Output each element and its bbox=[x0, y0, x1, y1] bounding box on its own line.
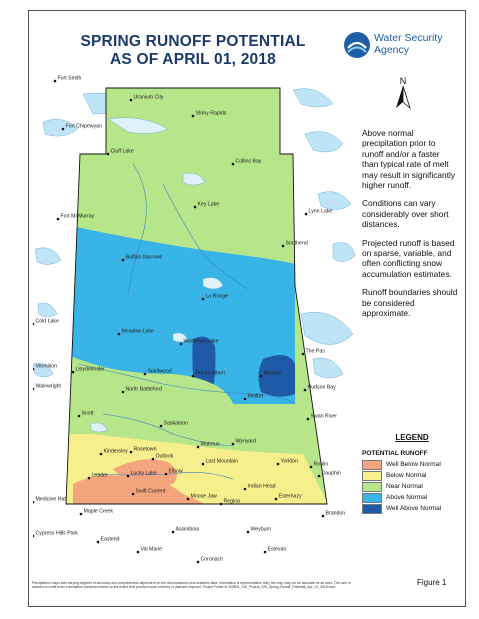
place-label: Fort Smith bbox=[57, 75, 82, 82]
place-marker bbox=[305, 213, 308, 216]
place-marker bbox=[160, 425, 163, 428]
note-2: Conditions can vary considerably over short distances. bbox=[362, 198, 449, 230]
place-label: Wynyard bbox=[235, 438, 256, 445]
place-label: Fort Chipewyan bbox=[65, 123, 102, 130]
place-label: Dauphin bbox=[321, 470, 341, 477]
place-marker bbox=[107, 153, 110, 156]
legend-swatch bbox=[362, 493, 382, 503]
place-label: Vermilion bbox=[35, 363, 57, 370]
place-marker bbox=[192, 115, 195, 118]
place-marker bbox=[122, 259, 125, 262]
legend-swatch bbox=[362, 504, 382, 514]
figure-label: Figure 1 bbox=[417, 578, 447, 587]
place-label: Assiniboia bbox=[175, 526, 200, 533]
place-label: Lloydminster bbox=[75, 366, 105, 373]
place-marker bbox=[152, 458, 155, 461]
place-label: Key Lake bbox=[197, 201, 220, 208]
place-label: Outlook bbox=[155, 453, 174, 460]
note-3: Projected runoff is based on sparse, variable, and often conflicting snow accumulation estimates. bbox=[362, 237, 455, 279]
place-marker bbox=[307, 418, 310, 421]
place-marker bbox=[322, 515, 325, 518]
title-line-2: AS OF APRIL 01, 2018 bbox=[110, 51, 276, 68]
place-label: Collins Bay bbox=[235, 158, 262, 165]
place-marker bbox=[172, 531, 175, 534]
place-marker bbox=[197, 446, 200, 449]
north-arrow bbox=[392, 76, 414, 110]
legend-swatch bbox=[362, 471, 382, 481]
place-label: Last Mountain bbox=[205, 458, 239, 465]
place-marker bbox=[88, 477, 91, 480]
place-marker bbox=[202, 463, 205, 466]
place-label: Watrous bbox=[200, 441, 220, 448]
place-label: Yorkton bbox=[280, 458, 298, 465]
place-marker bbox=[275, 498, 278, 501]
place-label: The Pas bbox=[305, 348, 325, 355]
place-marker bbox=[97, 541, 100, 544]
place-marker bbox=[72, 371, 75, 374]
place-label: Val Marie bbox=[140, 546, 163, 553]
place-label: Saskatoon bbox=[163, 420, 189, 427]
place-label: Meadow Lake bbox=[121, 328, 154, 335]
logo-line-2: Agency bbox=[374, 44, 410, 56]
legend-item-below bbox=[362, 471, 462, 480]
place-marker bbox=[62, 128, 65, 131]
legend-label: Well Above Normal bbox=[386, 505, 442, 512]
note-1: Above normal precipitation prior to runoff and/or a faster than typical rate of melt may result in significantly higher runoff. bbox=[362, 128, 456, 191]
place-marker bbox=[197, 561, 200, 564]
place-marker bbox=[130, 451, 133, 454]
place-marker bbox=[118, 333, 121, 336]
place-marker bbox=[130, 99, 133, 102]
place-label: Kindersley bbox=[103, 448, 128, 455]
map-title bbox=[56, 33, 330, 69]
legend-item-well-above bbox=[362, 504, 462, 513]
footnote: Precipitation maps with varying degrees of accuracy and completeness dependent on the circumstances and available data. Information is representative only; the map may not be accurate for all uses. The user is advised to confirm the information contained herein to the extent that precision and currency of data are required. Project Folder is 200804_GIS_Project_SSI_Spring_Runoff_Potential_Apr_01_2018.mxd bbox=[32, 581, 351, 590]
place-label: Hudson Bay bbox=[307, 384, 336, 391]
place-label: Stony Rapids bbox=[195, 110, 227, 117]
place-marker bbox=[220, 503, 223, 506]
place-label: Prince Albert bbox=[195, 370, 225, 377]
place-label: Wainwright bbox=[35, 383, 61, 390]
place-marker bbox=[187, 498, 190, 501]
place-marker bbox=[54, 80, 57, 83]
place-marker bbox=[180, 343, 183, 346]
note-4: Runoff boundaries should be considered approximate. bbox=[362, 287, 458, 319]
place-label: Regina bbox=[223, 498, 240, 505]
place-label: Brandon bbox=[325, 510, 346, 517]
legend-label: Above Normal bbox=[386, 494, 428, 501]
place-marker bbox=[127, 475, 130, 478]
place-marker bbox=[122, 391, 125, 394]
legend-item-above bbox=[362, 493, 462, 502]
place-label: Swan River bbox=[310, 413, 338, 420]
place-marker bbox=[282, 245, 285, 248]
logo-text bbox=[374, 32, 442, 56]
place-label: Medicine Hat bbox=[35, 496, 66, 503]
legend bbox=[362, 433, 462, 515]
place-label: Fort McMurray bbox=[60, 213, 95, 220]
legend-label: Near Normal bbox=[386, 483, 423, 490]
place-marker bbox=[310, 466, 313, 469]
place-label: North Battleford bbox=[125, 386, 162, 393]
notes-panel bbox=[362, 128, 458, 327]
place-marker bbox=[277, 463, 280, 466]
north-arrow-icon bbox=[392, 86, 414, 110]
legend-label: Well Below Normal bbox=[386, 461, 441, 468]
place-marker bbox=[194, 206, 197, 209]
place-marker bbox=[202, 298, 205, 301]
legend-label: Below Normal bbox=[386, 472, 427, 479]
runoff-map bbox=[33, 74, 359, 578]
place-label: Weyburn bbox=[250, 526, 272, 533]
place-marker bbox=[232, 163, 235, 166]
place-marker bbox=[260, 375, 263, 378]
legend-item-near bbox=[362, 482, 462, 491]
place-label: Cold Lake bbox=[35, 318, 59, 325]
place-label: Southend bbox=[285, 240, 308, 247]
place-label: Buffalo Narrows bbox=[125, 254, 163, 261]
title-line-1: SPRING RUNOFF POTENTIAL bbox=[80, 33, 306, 50]
place-label: Spiritwood bbox=[147, 368, 172, 375]
legend-title: LEGEND bbox=[395, 433, 429, 442]
place-marker bbox=[57, 218, 60, 221]
place-marker bbox=[232, 443, 235, 446]
place-label: Cluff Lake bbox=[110, 148, 134, 155]
place-marker bbox=[80, 513, 83, 516]
place-label: Scott bbox=[81, 410, 94, 417]
place-label: Swift Current bbox=[135, 488, 166, 495]
place-marker bbox=[165, 473, 168, 476]
place-label: Waskesiu Lake bbox=[183, 338, 219, 345]
place-label: Moose Jaw bbox=[190, 493, 217, 500]
place-label: Uranium City bbox=[133, 94, 164, 101]
place-label: Indian Head bbox=[247, 483, 276, 490]
place-label: Eastend bbox=[100, 536, 120, 543]
agency-logo bbox=[340, 28, 460, 68]
place-marker bbox=[318, 475, 321, 478]
place-label: Estevan bbox=[267, 546, 287, 553]
place-label: Leader bbox=[91, 472, 108, 479]
place-label: La Ronge bbox=[205, 293, 228, 300]
place-marker bbox=[244, 488, 247, 491]
place-marker bbox=[304, 389, 307, 392]
place-label: Melfort bbox=[247, 393, 264, 400]
place-label: Elbow bbox=[168, 468, 183, 475]
place-label: Esterhazy bbox=[278, 493, 302, 500]
place-label: Roblin bbox=[313, 461, 329, 468]
place-label: Rosetown bbox=[133, 446, 157, 453]
legend-swatch bbox=[362, 460, 382, 470]
place-marker bbox=[264, 551, 267, 554]
place-marker bbox=[244, 398, 247, 401]
logo-line-1: Water Security bbox=[374, 32, 443, 44]
water-drop-logo-icon bbox=[342, 30, 372, 60]
north-label: N bbox=[399, 76, 407, 86]
place-marker bbox=[247, 531, 250, 534]
place-label: Lucky Lake bbox=[130, 470, 157, 477]
place-label: Lynn Lake bbox=[308, 208, 333, 215]
place-marker bbox=[137, 551, 140, 554]
place-label: Nipawin bbox=[263, 370, 282, 377]
legend-item-well-below bbox=[362, 460, 462, 469]
place-marker bbox=[302, 353, 305, 356]
place-marker bbox=[78, 415, 81, 418]
place-label: Cypress Hills Park bbox=[35, 530, 78, 537]
place-label: Maple Creek bbox=[83, 508, 113, 515]
place-marker bbox=[144, 373, 147, 376]
place-marker bbox=[100, 453, 103, 456]
place-label: Coronach bbox=[200, 556, 223, 563]
place-marker bbox=[132, 493, 135, 496]
legend-swatch bbox=[362, 482, 382, 492]
legend-subtitle: POTENTIAL RUNOFF bbox=[362, 450, 428, 457]
place-marker bbox=[192, 375, 195, 378]
